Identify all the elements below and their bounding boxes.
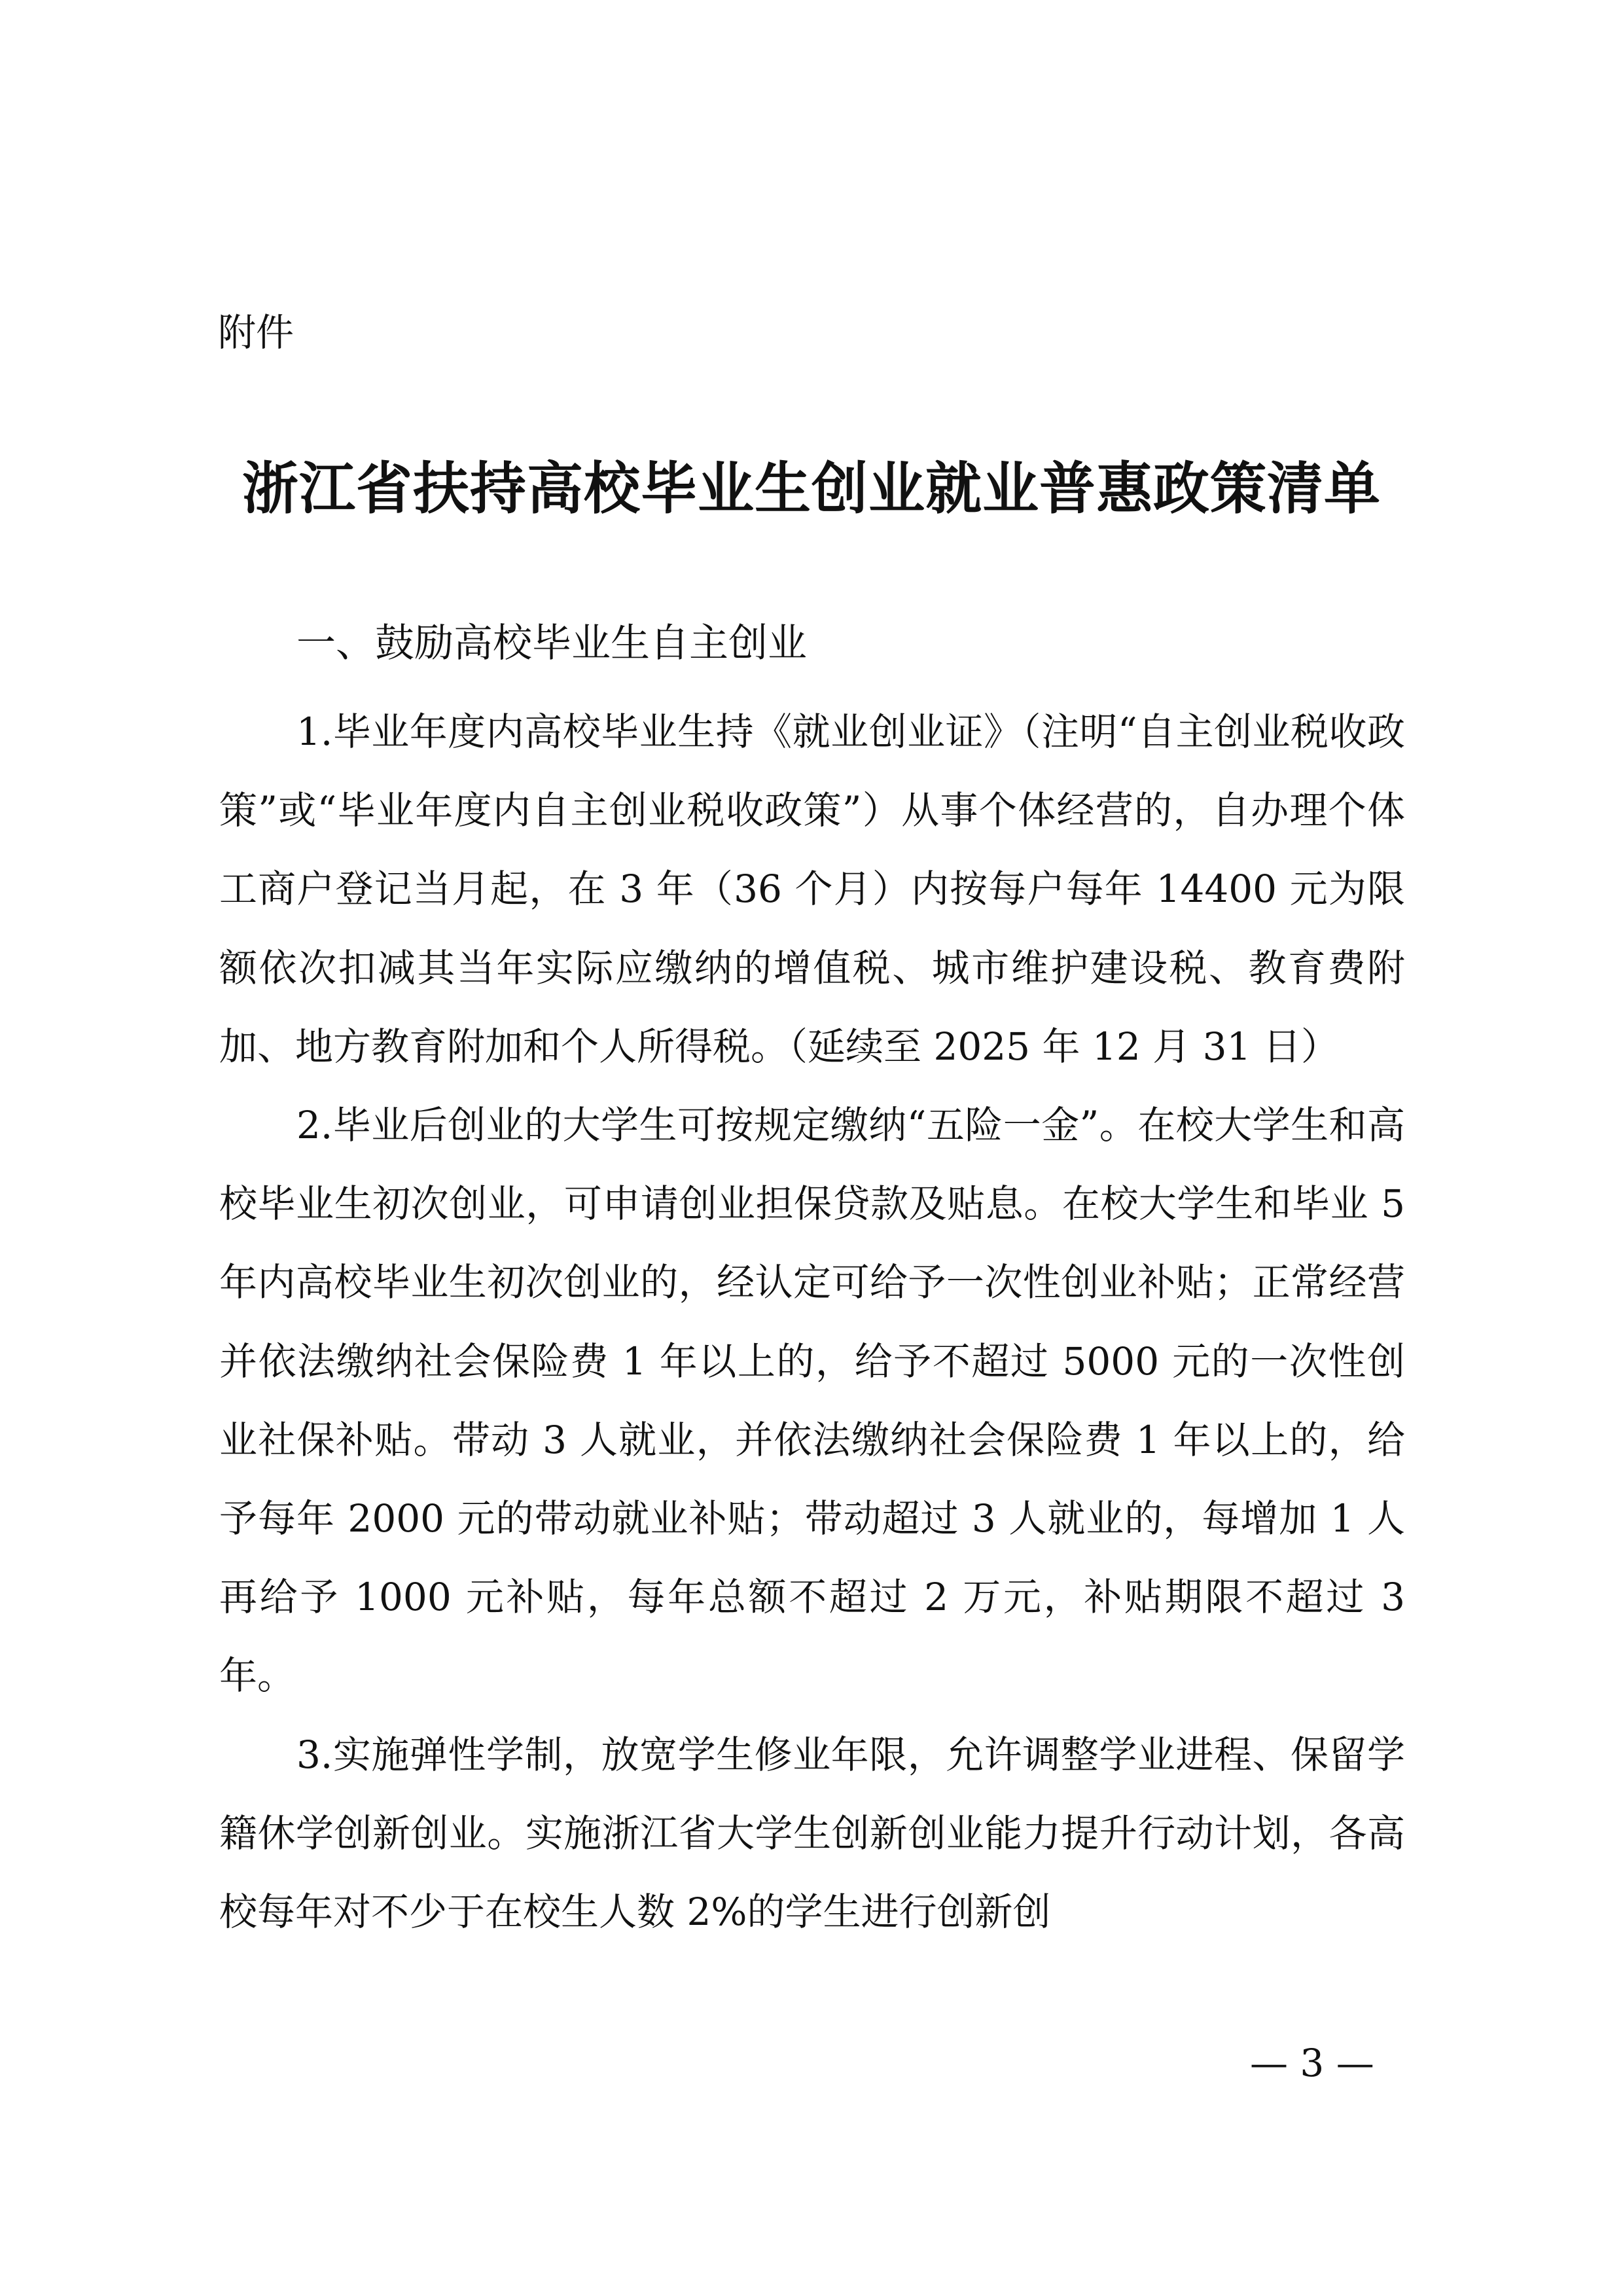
paragraph-2: 2.毕业后创业的大学生可按规定缴纳“五险一金”。在校大学生和高校毕业生初次创业，可申请创业担保贷款及贴息。在校大学生和毕业 5 年内高校毕业生初次创业的，经认定可给予一次性创业补贴；正常经营并依法缴纳社会保险费 1 年以上的，给予不超过 5000 元的一次性创业社保补贴。带动 3 人就业，并依法缴纳社会保险费 1 年以上的，给予每年 2000 元的带动就业补贴；带动超过 3 人就业的，每增加 1 人再给予 1000 元补贴，每年总额不超过 2 万元，补贴期限不超过 3 年。 [219,1103,1405,1698]
page-number: — 3 — [1250,2041,1374,2085]
paragraph-1: 1.毕业年度内高校毕业生持《就业创业证》（注明“自主创业税收政策”或“毕业年度内自主创业税收政策”）从事个体经营的，自办理个体工商户登记当月起，在 3 年（36 个月）内按每户每年 14400 元为限额依次扣减其当年实际应缴纳的增值税、城市维护建设税、教育费附加、地方教育附加和个人所得税。（延续至 2025 年 12 月 31 日） [219,709,1405,1069]
document-title: 浙江省扶持高校毕业生创业就业普惠政策清单 [242,456,1381,522]
body-text [219,692,1405,1951]
section-heading: 一、鼓励高校毕业生自主创业 [296,620,807,666]
paragraph-3: 3.实施弹性学制，放宽学生修业年限，允许调整学业进程、保留学籍休学创新创业。实施浙江省大学生创新创业能力提升行动计划，各高校每年对不少于在校生人数 2%的学生进行创新创 [219,1732,1405,1935]
attachment-label: 附件 [218,310,294,355]
